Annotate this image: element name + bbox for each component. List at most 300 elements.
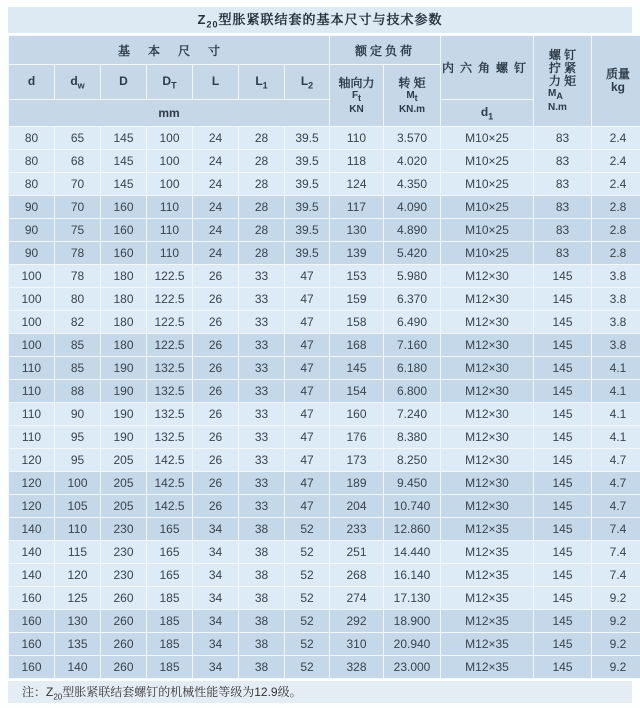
table-row xyxy=(9,173,640,195)
cell: 268 xyxy=(330,564,383,586)
cell: 52 xyxy=(285,587,329,609)
cell: 38 xyxy=(239,656,284,678)
cell: M12×30 xyxy=(441,265,533,287)
cell: 310 xyxy=(330,633,383,655)
title-text: 型胀紧联结套的基本尺寸与技术参数 xyxy=(218,12,443,27)
cell: 2.8 xyxy=(592,242,640,264)
table-row xyxy=(9,311,640,333)
cell: 4.1 xyxy=(592,426,640,448)
cell: 160 xyxy=(101,242,146,264)
note-prefix: 注：Z xyxy=(22,685,54,699)
cell: 20.940 xyxy=(384,633,440,655)
cell: 4.1 xyxy=(592,380,640,402)
cell: 47 xyxy=(285,380,329,402)
cell: 16.140 xyxy=(384,564,440,586)
header-col-dw: $d_w$ xyxy=(55,65,100,99)
cell: 122.5 xyxy=(147,265,192,287)
cell: 38 xyxy=(239,541,284,563)
cell: M12×30 xyxy=(441,380,533,402)
cell: 145 xyxy=(534,288,591,310)
cell: 160 xyxy=(101,219,146,241)
cell: 125 xyxy=(55,587,100,609)
spec-table xyxy=(8,35,640,679)
cell: 7.4 xyxy=(592,564,640,586)
cell: 4.090 xyxy=(384,196,440,218)
cell: 33 xyxy=(239,426,284,448)
header-col-d: d xyxy=(9,65,54,99)
cell: 52 xyxy=(285,610,329,632)
cell: 52 xyxy=(285,541,329,563)
cell: 24 xyxy=(193,196,238,218)
footnote xyxy=(8,681,632,703)
cell: 145 xyxy=(534,334,591,356)
cell: 145 xyxy=(534,518,591,540)
cell: 65 xyxy=(55,127,100,149)
cell: 95 xyxy=(55,426,100,448)
cell: 47 xyxy=(285,449,329,471)
cell: 34 xyxy=(193,518,238,540)
cell: 6.800 xyxy=(384,380,440,402)
cell: 117 xyxy=(330,196,383,218)
cell: 6.490 xyxy=(384,311,440,333)
cell: 110 xyxy=(9,380,54,402)
cell: 78 xyxy=(55,265,100,287)
cell: 4.1 xyxy=(592,357,640,379)
cell: 3.8 xyxy=(592,311,640,333)
cell: 28 xyxy=(239,242,284,264)
cell: 26 xyxy=(193,380,238,402)
cell: 100 xyxy=(55,472,100,494)
cell: 204 xyxy=(330,495,383,517)
cell: 142.5 xyxy=(147,449,192,471)
cell: 70 xyxy=(55,196,100,218)
cell: 28 xyxy=(239,173,284,195)
cell: 100 xyxy=(147,173,192,195)
tighten-symbol: $M_A$ xyxy=(548,88,563,101)
cell: 230 xyxy=(101,564,146,586)
cell: 145 xyxy=(534,541,591,563)
cell: 85 xyxy=(55,357,100,379)
cell: 122.5 xyxy=(147,311,192,333)
cell: 34 xyxy=(193,541,238,563)
cell: 260 xyxy=(101,587,146,609)
cell: M10×25 xyxy=(441,127,533,149)
cell: 145 xyxy=(534,403,591,425)
mass-unit: kg xyxy=(611,80,626,94)
cell: 33 xyxy=(239,380,284,402)
cell: 83 xyxy=(534,219,591,241)
cell: 70 xyxy=(55,173,100,195)
axial-unit: KN xyxy=(349,103,364,115)
cell: 9.450 xyxy=(384,472,440,494)
cell: 145 xyxy=(534,656,591,678)
cell: 26 xyxy=(193,495,238,517)
cell: 145 xyxy=(101,173,146,195)
table-row xyxy=(9,357,640,379)
cell: M12×30 xyxy=(441,472,533,494)
header-col-D: D xyxy=(101,65,146,99)
cell: 176 xyxy=(330,426,383,448)
cell: 205 xyxy=(101,472,146,494)
header-basic-dimensions: 基本尺寸 xyxy=(9,36,329,64)
cell: 34 xyxy=(193,656,238,678)
cell: 23.000 xyxy=(384,656,440,678)
cell: M10×25 xyxy=(441,242,533,264)
header-col-L: L xyxy=(193,65,238,99)
torque-unit: KN.m xyxy=(398,103,426,115)
table-row xyxy=(9,656,640,678)
cell: 140 xyxy=(9,541,54,563)
cell: 205 xyxy=(101,449,146,471)
cell: 160 xyxy=(9,610,54,632)
table-row xyxy=(9,518,640,540)
cell: 185 xyxy=(147,610,192,632)
cell: 6.180 xyxy=(384,357,440,379)
cell: 33 xyxy=(239,311,284,333)
header-unit-mm: mm xyxy=(9,100,329,126)
cell: 2.8 xyxy=(592,196,640,218)
cell: 39.5 xyxy=(285,150,329,172)
axial-symbol: $F_t$ xyxy=(351,89,362,103)
cell: M12×35 xyxy=(441,610,533,632)
cell: 33 xyxy=(239,265,284,287)
cell: 39.5 xyxy=(285,127,329,149)
cell: 26 xyxy=(193,472,238,494)
table-row xyxy=(9,633,640,655)
cell: 3.8 xyxy=(592,265,640,287)
cell: 26 xyxy=(193,357,238,379)
header-torque xyxy=(384,65,440,126)
table-row xyxy=(9,495,640,517)
cell: 3.8 xyxy=(592,288,640,310)
cell: 90 xyxy=(9,219,54,241)
table-header xyxy=(9,36,640,126)
cell: M10×25 xyxy=(441,196,533,218)
cell: 132.5 xyxy=(147,357,192,379)
cell: 328 xyxy=(330,656,383,678)
table-row xyxy=(9,541,640,563)
cell: 38 xyxy=(239,564,284,586)
cell: 80 xyxy=(9,150,54,172)
table-row xyxy=(9,564,640,586)
cell: 34 xyxy=(193,564,238,586)
cell: 230 xyxy=(101,541,146,563)
cell: 85 xyxy=(55,334,100,356)
cell: 159 xyxy=(330,288,383,310)
cell: 68 xyxy=(55,150,100,172)
cell: 33 xyxy=(239,472,284,494)
cell: 33 xyxy=(239,288,284,310)
cell: 140 xyxy=(9,518,54,540)
table-row xyxy=(9,426,640,448)
cell: 4.350 xyxy=(384,173,440,195)
cell: 118 xyxy=(330,150,383,172)
cell: 260 xyxy=(101,656,146,678)
cell: 47 xyxy=(285,472,329,494)
cell: M12×35 xyxy=(441,541,533,563)
cell: 122.5 xyxy=(147,334,192,356)
cell: 39.5 xyxy=(285,173,329,195)
cell: M12×35 xyxy=(441,564,533,586)
cell: 160 xyxy=(101,196,146,218)
cell: M12×30 xyxy=(441,495,533,517)
cell: 28 xyxy=(239,150,284,172)
cell: 180 xyxy=(101,334,146,356)
cell: 83 xyxy=(534,173,591,195)
cell: 120 xyxy=(55,564,100,586)
cell: 2.4 xyxy=(592,150,640,172)
cell: 10.740 xyxy=(384,495,440,517)
cell: 168 xyxy=(330,334,383,356)
cell: 145 xyxy=(101,127,146,149)
cell: 26 xyxy=(193,334,238,356)
cell: 90 xyxy=(9,196,54,218)
cell: 47 xyxy=(285,403,329,425)
cell: 47 xyxy=(285,357,329,379)
cell: 132.5 xyxy=(147,426,192,448)
cell: 251 xyxy=(330,541,383,563)
cell: 47 xyxy=(285,426,329,448)
cell: M10×25 xyxy=(441,219,533,241)
cell: 190 xyxy=(101,380,146,402)
cell: 122.5 xyxy=(147,288,192,310)
tighten-unit: N.m xyxy=(548,102,567,113)
table-row xyxy=(9,380,640,402)
header-col-L1: $L_1$ xyxy=(239,65,284,99)
cell: M12×35 xyxy=(441,518,533,540)
cell: 100 xyxy=(147,127,192,149)
tighten-line3: 力 矩 xyxy=(548,74,577,88)
cell: 145 xyxy=(534,587,591,609)
cell: 24 xyxy=(193,150,238,172)
cell: 205 xyxy=(101,495,146,517)
cell: M12×30 xyxy=(441,334,533,356)
cell: 173 xyxy=(330,449,383,471)
cell: 292 xyxy=(330,610,383,632)
cell: 185 xyxy=(147,633,192,655)
cell: 160 xyxy=(9,633,54,655)
cell: 28 xyxy=(239,219,284,241)
tighten-line1: 螺 钉 xyxy=(548,48,577,62)
cell: 160 xyxy=(9,656,54,678)
cell: 2.4 xyxy=(592,173,640,195)
cell: 9.2 xyxy=(592,610,640,632)
cell: 26 xyxy=(193,426,238,448)
cell: 230 xyxy=(101,518,146,540)
cell: M12×30 xyxy=(441,311,533,333)
cell: 52 xyxy=(285,633,329,655)
cell: 78 xyxy=(55,242,100,264)
cell: 5.420 xyxy=(384,242,440,264)
table-row xyxy=(9,196,640,218)
cell: 165 xyxy=(147,541,192,563)
cell: 47 xyxy=(285,334,329,356)
cell: 124 xyxy=(330,173,383,195)
cell: 110 xyxy=(9,403,54,425)
cell: 33 xyxy=(239,403,284,425)
cell: 75 xyxy=(55,219,100,241)
cell: 52 xyxy=(285,656,329,678)
header-col-DT: $D_T$ xyxy=(147,65,192,99)
cell: 4.7 xyxy=(592,495,640,517)
cell: 110 xyxy=(147,242,192,264)
cell: 3.8 xyxy=(592,334,640,356)
cell: 24 xyxy=(193,242,238,264)
table-body xyxy=(9,127,640,678)
torque-symbol: $M_t$ xyxy=(406,89,418,103)
cell: 14.440 xyxy=(384,541,440,563)
cell: M12×35 xyxy=(441,633,533,655)
cell: 160 xyxy=(330,403,383,425)
cell: 145 xyxy=(534,610,591,632)
cell: 145 xyxy=(534,564,591,586)
cell: 38 xyxy=(239,610,284,632)
cell: 47 xyxy=(285,495,329,517)
cell: 33 xyxy=(239,495,284,517)
axial-label: 轴向力 xyxy=(338,75,375,90)
cell: 100 xyxy=(9,288,54,310)
cell: 100 xyxy=(147,150,192,172)
cell: 34 xyxy=(193,587,238,609)
cell: M12×30 xyxy=(441,426,533,448)
cell: 132.5 xyxy=(147,380,192,402)
table-row xyxy=(9,150,640,172)
cell: 7.4 xyxy=(592,541,640,563)
cell: 185 xyxy=(147,656,192,678)
cell: 110 xyxy=(55,518,100,540)
cell: 140 xyxy=(9,564,54,586)
cell: 7.4 xyxy=(592,518,640,540)
cell: 34 xyxy=(193,633,238,655)
cell: 180 xyxy=(101,265,146,287)
cell: 145 xyxy=(534,311,591,333)
table-row xyxy=(9,219,640,241)
cell: 115 xyxy=(55,541,100,563)
cell: 80 xyxy=(9,173,54,195)
header-screw-tightening-torque xyxy=(534,36,591,126)
cell: 83 xyxy=(534,127,591,149)
cell: 190 xyxy=(101,426,146,448)
title-prefix: Z xyxy=(197,12,207,27)
cell: M10×25 xyxy=(441,173,533,195)
cell: 52 xyxy=(285,518,329,540)
cell: 145 xyxy=(330,357,383,379)
cell: 110 xyxy=(9,426,54,448)
cell: 100 xyxy=(9,265,54,287)
table-row xyxy=(9,587,640,609)
cell: 190 xyxy=(101,403,146,425)
cell: 52 xyxy=(285,564,329,586)
cell: 39.5 xyxy=(285,242,329,264)
cell: 88 xyxy=(55,380,100,402)
header-col-L2: $L_2$ xyxy=(285,65,329,99)
cell: 33 xyxy=(239,357,284,379)
cell: 83 xyxy=(534,196,591,218)
cell: 189 xyxy=(330,472,383,494)
cell: 110 xyxy=(330,127,383,149)
header-axial-force xyxy=(330,65,383,126)
header-hex-socket-screw: 内六角螺钉 xyxy=(441,36,533,99)
title-subscript: 20 xyxy=(206,19,219,30)
cell: 135 xyxy=(55,633,100,655)
cell: 145 xyxy=(534,633,591,655)
cell: 26 xyxy=(193,449,238,471)
cell: 82 xyxy=(55,311,100,333)
cell: 180 xyxy=(101,311,146,333)
header-rated-load: 额定负荷 xyxy=(330,36,440,64)
cell: 26 xyxy=(193,311,238,333)
cell: 2.4 xyxy=(592,127,640,149)
cell: 12.860 xyxy=(384,518,440,540)
cell: 158 xyxy=(330,311,383,333)
cell: 39.5 xyxy=(285,219,329,241)
cell: 132.5 xyxy=(147,403,192,425)
cell: 90 xyxy=(9,242,54,264)
cell: 26 xyxy=(193,288,238,310)
cell: 120 xyxy=(9,449,54,471)
cell: M10×25 xyxy=(441,150,533,172)
cell: 274 xyxy=(330,587,383,609)
cell: 260 xyxy=(101,610,146,632)
cell: 39.5 xyxy=(285,196,329,218)
cell: 100 xyxy=(9,334,54,356)
cell: 165 xyxy=(147,564,192,586)
cell: 4.7 xyxy=(592,449,640,471)
cell: 110 xyxy=(147,219,192,241)
cell: 9.2 xyxy=(592,656,640,678)
cell: 130 xyxy=(55,610,100,632)
cell: 18.900 xyxy=(384,610,440,632)
cell: 8.250 xyxy=(384,449,440,471)
cell: 145 xyxy=(534,380,591,402)
cell: 83 xyxy=(534,242,591,264)
table-row xyxy=(9,610,640,632)
table-row xyxy=(9,288,640,310)
cell: 2.8 xyxy=(592,219,640,241)
cell: M12×30 xyxy=(441,288,533,310)
cell: 7.240 xyxy=(384,403,440,425)
cell: 5.980 xyxy=(384,265,440,287)
cell: 100 xyxy=(9,311,54,333)
table-row xyxy=(9,127,640,149)
cell: 24 xyxy=(193,127,238,149)
cell: 4.7 xyxy=(592,472,640,494)
cell: 26 xyxy=(193,265,238,287)
header-mass xyxy=(592,36,640,126)
table-row xyxy=(9,242,640,264)
cell: 47 xyxy=(285,288,329,310)
cell: M12×30 xyxy=(441,357,533,379)
cell: 142.5 xyxy=(147,495,192,517)
cell: 139 xyxy=(330,242,383,264)
cell: 142.5 xyxy=(147,472,192,494)
cell: 9.2 xyxy=(592,633,640,655)
cell: 47 xyxy=(285,265,329,287)
cell: 260 xyxy=(101,633,146,655)
torque-label: 转 矩 xyxy=(398,75,426,90)
tighten-line2: 拧 紧 xyxy=(548,61,577,75)
cell: 140 xyxy=(55,656,100,678)
cell: 145 xyxy=(534,357,591,379)
table-row xyxy=(9,265,640,287)
cell: 28 xyxy=(239,127,284,149)
note-subscript: 20 xyxy=(53,692,63,702)
cell: 8.380 xyxy=(384,426,440,448)
table-row xyxy=(9,449,640,471)
cell: 4.890 xyxy=(384,219,440,241)
cell: 190 xyxy=(101,357,146,379)
cell: 26 xyxy=(193,403,238,425)
